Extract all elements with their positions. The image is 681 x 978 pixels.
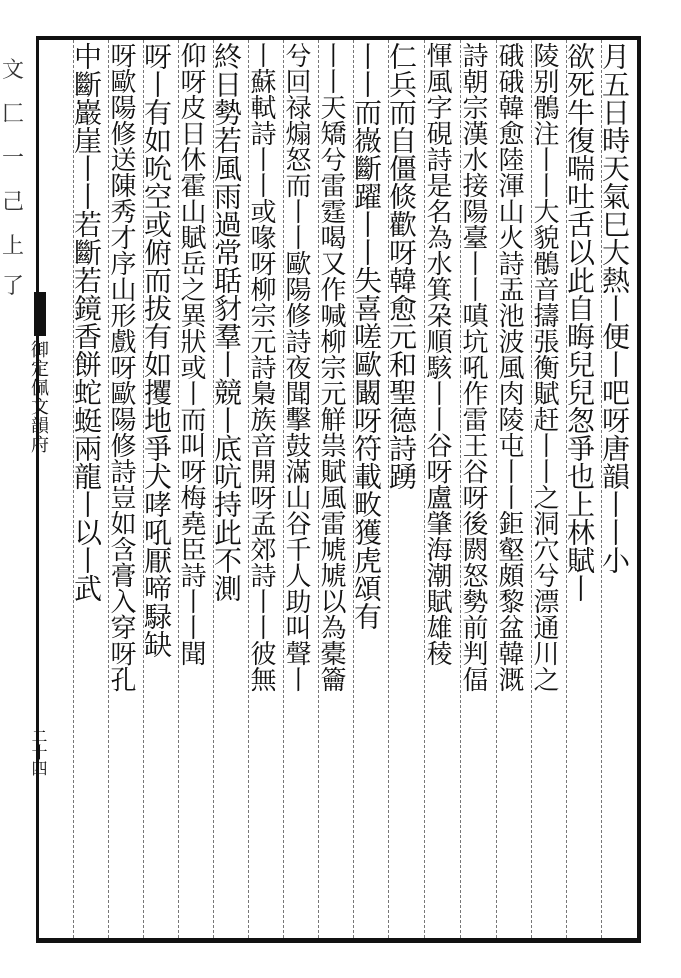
text-column: 丨丨天矯兮雷霆喝又作喊柳宗元觧祟賦風雷虓虓以為橐籥 xyxy=(316,42,346,692)
fishtail-mark xyxy=(34,292,46,336)
text-column: 丨丨而嶶斷躍丨丨失喜嗟歐闞呀符載畋獲虎頌有 xyxy=(350,42,383,630)
frame-right-rule xyxy=(637,36,641,943)
text-column: 仰呀皮日休霍山賦岳之異狀或丨而叫呀梅堯臣詩丨丨聞 xyxy=(176,42,206,666)
banxin-title: 御定佩文韻府 xyxy=(28,340,49,454)
text-column: 兮回禄煽怒而丨丨歐陽修詩夜聞擊鼓滿山谷千人助叫聲丨 xyxy=(281,42,311,692)
text-column: 終日勢若風雨過常聒豺羣丨競丨底吭持此不測 xyxy=(210,42,243,602)
left-margin xyxy=(0,40,36,940)
page-folio: 二十四 xyxy=(29,728,48,776)
margin-glyph: 己 xyxy=(2,190,25,215)
text-column: 仁兵而自僵倐歡呀韓愈元和聖德詩踴 xyxy=(385,42,418,490)
text-column: 欲死牛復喘吐舌以此自晦兒兒怱爭也上林賦丨 xyxy=(563,42,596,602)
text-column: 呀歐陽修送陳秀才序山形戲呀歐陽修詩豈如含膏入穿呀孔 xyxy=(106,42,136,692)
text-column: 呀丨有如吮空或俯而拔有如攫地爭犬哮吼厭啼騄缺 xyxy=(140,42,173,658)
margin-glyph: 文 xyxy=(2,58,25,83)
text-column: 詩朝宗漢水接陽臺丨丨嗔坑吼作雷王谷呀後閼怒勢前判偪 xyxy=(458,42,488,692)
text-column: 月五日時天氣巳大熱丨便丨吧呀唐韻丨丨小 xyxy=(598,42,631,574)
text-column: 陵别鶻注丨丨大貌鶻音擣張衡賦赶丨丨之洞穴兮漂通川之 xyxy=(529,42,559,692)
text-column: 丨蘇軾詩丨丨或喙呀柳宗元詩梟族音開呀孟郊詩丨丨彼無 xyxy=(246,42,276,692)
text-column: 中斷巖崖丨丨若斷若鏡香餅蛇蜓兩龍丨以丨武 xyxy=(70,42,103,602)
margin-glyph: 一 xyxy=(2,146,25,171)
frame-top-rule xyxy=(36,36,640,40)
margin-glyph: 上 xyxy=(2,234,25,259)
frame-bottom-rule xyxy=(36,938,640,943)
margin-glyph: 匚 xyxy=(2,102,25,127)
margin-glyph: 了 xyxy=(2,274,25,299)
frame-left-rule xyxy=(36,36,39,943)
text-column: 硪硪韓愈陸渾山火詩盂池波風肉陵屯丨丨鉅壑頗黎盆韓溉 xyxy=(494,42,524,692)
text-column: 惲風字硯詩是名為水箕朶順駭丨丨谷呀盧肇海潮賦雄稜 xyxy=(422,42,452,666)
